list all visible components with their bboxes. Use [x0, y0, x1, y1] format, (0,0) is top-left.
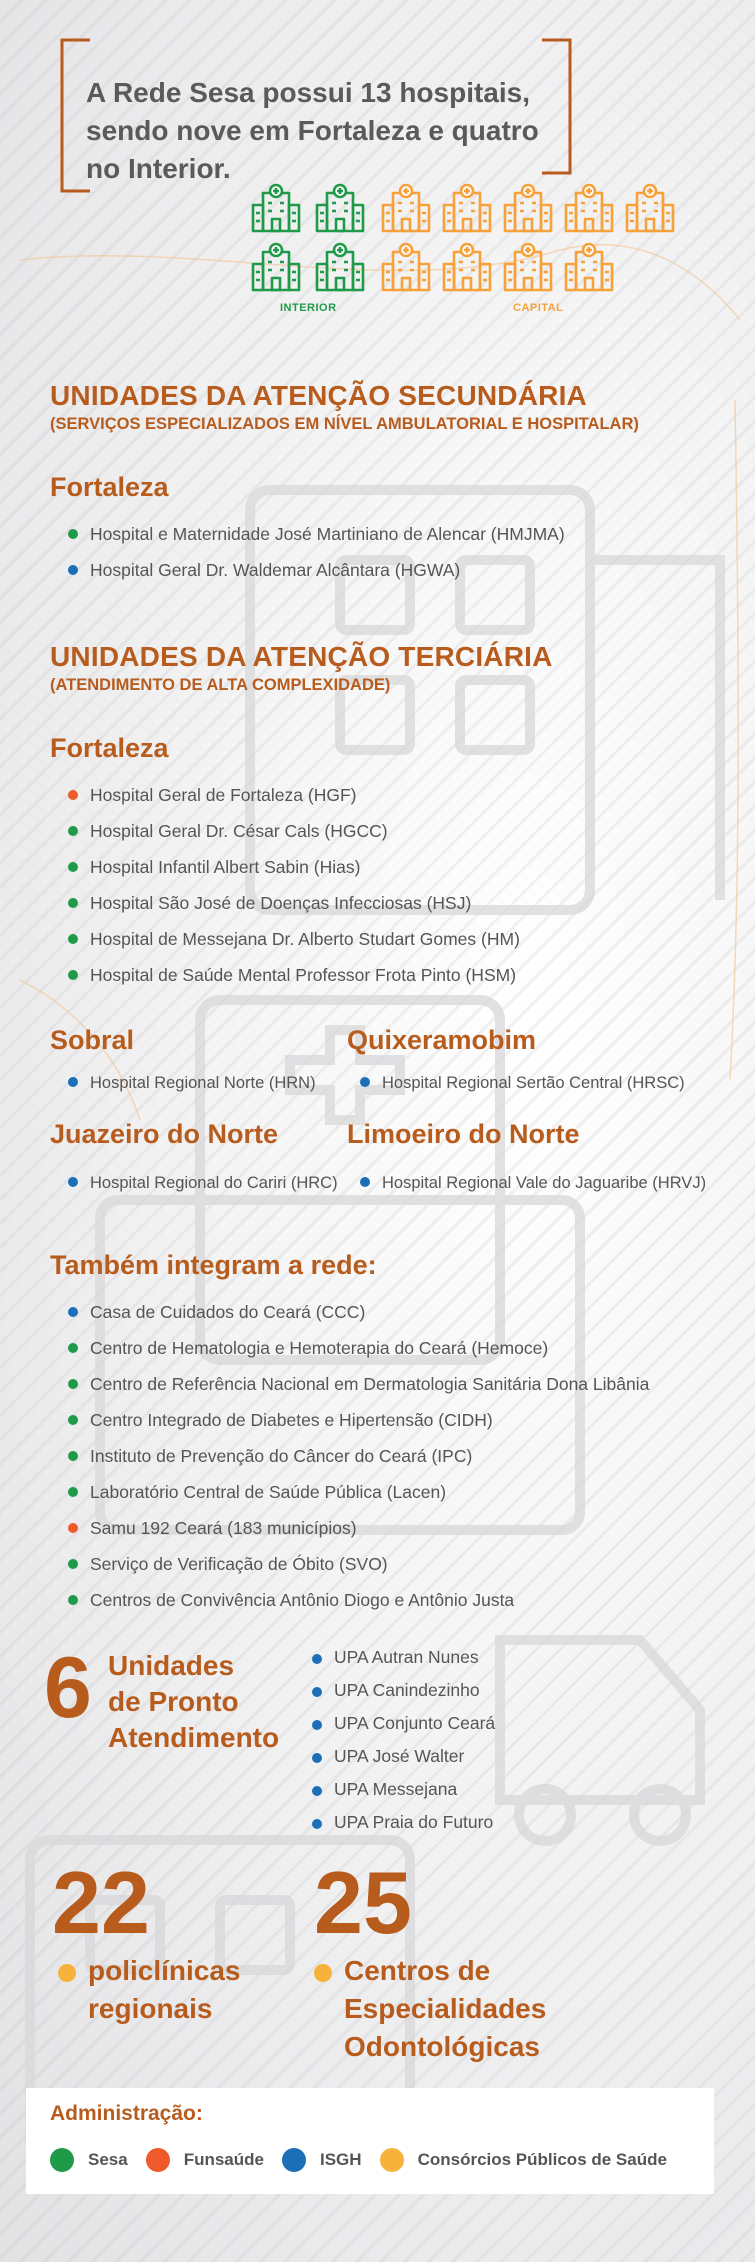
list-item-label: Hospital Geral Dr. César Cals (HGCC): [90, 821, 388, 841]
region-city-limoeiro: Limoeiro do Norte: [347, 1119, 580, 1149]
region-list-juazeiro: [68, 1164, 338, 1200]
hospital-icon: [250, 183, 302, 238]
admin-dot: [68, 1487, 78, 1497]
list-item-label: UPA Praia do Futuro: [334, 1812, 494, 1832]
region-city-quixeramobim: Quixeramobim: [347, 1025, 537, 1055]
list-item-label: Hospital Geral Dr. Waldemar Alcântara (HGWA): [90, 560, 461, 580]
list-item: [312, 1740, 495, 1773]
list-item: [68, 1438, 649, 1474]
ceo-label-line: Odontológicas: [344, 2031, 540, 2062]
interior-hospitals-row: [250, 183, 366, 238]
region-list-quixeramobim: [360, 1064, 685, 1100]
list-item-label: UPA Canindezinho: [334, 1680, 480, 1700]
policlinicas-label: [88, 1952, 241, 2028]
admin-dot: [360, 1177, 370, 1187]
upa-number: 6: [44, 1640, 92, 1736]
ceo-number: 25: [314, 1853, 412, 1952]
list-item: [68, 1294, 649, 1330]
capital-hospitals-row: [380, 183, 676, 238]
legend-box: [26, 2088, 714, 2194]
rede-list: [68, 1294, 649, 1618]
list-item: [312, 1641, 495, 1674]
list-item: [68, 885, 520, 921]
secundaria-title: UNIDADES DA ATENÇÃO SECUNDÁRIA: [50, 380, 587, 411]
terciaria-title: UNIDADES DA ATENÇÃO TERCIÁRIA: [50, 641, 553, 672]
admin-dot: [68, 862, 78, 872]
list-item-label: Hospital Regional Vale do Jaguaribe (HRVJ): [382, 1174, 707, 1192]
admin-dot: [68, 565, 78, 575]
legend-item: [282, 2148, 362, 2172]
list-item-label: UPA Conjunto Ceará: [334, 1713, 496, 1733]
terciaria-city: Fortaleza: [50, 733, 169, 763]
admin-dot: [68, 1343, 78, 1353]
region-city-sobral: Sobral: [50, 1025, 135, 1055]
list-item: [68, 516, 565, 552]
list-item: [360, 1164, 706, 1200]
list-item: [360, 1064, 685, 1100]
rede-title: Também integram a rede:: [50, 1250, 377, 1280]
admin-dot: [68, 790, 78, 800]
admin-dot: [68, 529, 78, 539]
list-item: [68, 921, 520, 957]
list-item-label: Hospital Regional Norte (HRN): [90, 1074, 316, 1092]
upa-label-line: de Pronto: [108, 1686, 239, 1717]
hospital-icon: [563, 183, 615, 238]
list-item-label: Hospital Regional do Cariri (HRC): [90, 1174, 338, 1192]
admin-dot: [68, 1559, 78, 1569]
list-item: [68, 1164, 338, 1200]
admin-dot: [312, 1687, 322, 1697]
list-item: [68, 849, 520, 885]
legend-dot: [50, 2148, 74, 2172]
list-item-label: UPA Autran Nunes: [334, 1647, 479, 1667]
region-city-juazeiro: Juazeiro do Norte: [50, 1119, 279, 1149]
legend-dot: [380, 2148, 404, 2172]
legend-item: [146, 2148, 264, 2172]
hospital-icon: [380, 183, 432, 238]
list-item: [68, 1582, 649, 1618]
admin-dot: [312, 1753, 322, 1763]
list-item-label: Serviço de Verificação de Óbito (SVO): [90, 1554, 388, 1574]
ceo-label-line: Centros de: [344, 1955, 491, 1986]
list-item-label: Hospital Infantil Albert Sabin (Hias): [90, 857, 361, 877]
list-item-label: Centro de Hematologia e Hemoterapia do Ceará (Hemoce): [90, 1338, 549, 1358]
list-item-label: Laboratório Central de Saúde Pública (Lacen): [90, 1482, 447, 1502]
hospital-icon: [441, 183, 493, 238]
secundaria-list: [68, 516, 565, 588]
list-item-label: Hospital Geral de Fortaleza (HGF): [90, 785, 357, 805]
list-item: [68, 777, 520, 813]
admin-dot: [68, 1595, 78, 1605]
capital-label: CAPITAL: [513, 302, 564, 314]
list-item-label: Hospital de Messejana Dr. Alberto Studart Gomes (HM): [90, 929, 520, 949]
admin-dot: [312, 1654, 322, 1664]
legend-title: Administração:: [50, 2102, 203, 2125]
list-item-label: Hospital São José de Doenças Infecciosas (HSJ): [90, 893, 472, 913]
legend-label: ISGH: [320, 2150, 362, 2169]
admin-dot: [68, 1451, 78, 1461]
admin-dot: [68, 826, 78, 836]
legend-item: [50, 2148, 128, 2172]
interior-hospitals-row: [250, 242, 366, 297]
list-item: [68, 813, 520, 849]
list-item: [68, 1546, 649, 1582]
admin-dot: [312, 1786, 322, 1796]
terciaria-list: [68, 777, 520, 993]
admin-dot: [68, 1523, 78, 1533]
terciaria-subtitle: (ATENDIMENTO DE ALTA COMPLEXIDADE): [50, 676, 391, 694]
interior-label: INTERIOR: [280, 302, 337, 314]
upa-label-line: Unidades: [108, 1650, 235, 1681]
list-item-label: UPA José Walter: [334, 1746, 465, 1766]
admin-dot: [68, 1379, 78, 1389]
legend-dot: [282, 2148, 306, 2172]
hospital-icon: [563, 242, 615, 297]
list-item-label: Centros de Convivência Antônio Diogo e Antônio Justa: [90, 1590, 515, 1610]
list-item: [68, 1330, 649, 1366]
secundaria-subtitle: (SERVIÇOS ESPECIALIZADOS EM NÍVEL AMBULATORIAL E HOSPITALAR): [50, 415, 639, 433]
policlinicas-number: 22: [52, 1853, 150, 1952]
list-item: [312, 1773, 495, 1806]
secundaria-city: Fortaleza: [50, 472, 169, 502]
admin-dot: [68, 1415, 78, 1425]
legend-item: [380, 2148, 667, 2172]
legend-dot: [146, 2148, 170, 2172]
hospital-icon: [624, 183, 676, 238]
legend-label: Consórcios Públicos de Saúde: [417, 2150, 667, 2169]
admin-dot: [68, 1077, 78, 1087]
admin-dot: [68, 970, 78, 980]
intro-headline: A Rede Sesa possui 13 hospitais, sendo nove em Fortaleza e quatro no Interior.: [86, 77, 539, 184]
region-list-sobral: [68, 1064, 316, 1100]
legend-items: [50, 2148, 685, 2172]
consorcios-dot: [58, 1964, 76, 1982]
list-item: [68, 1366, 649, 1402]
list-item: [68, 1510, 649, 1546]
upa-label-line: Atendimento: [108, 1722, 280, 1753]
hospital-icon: [380, 242, 432, 297]
legend-label: Sesa: [88, 2150, 128, 2169]
list-item-label: Instituto de Prevenção do Câncer do Ceará (IPC): [90, 1446, 473, 1466]
list-item-label: Casa de Cuidados do Ceará (CCC): [90, 1302, 366, 1322]
list-item: [312, 1707, 495, 1740]
list-item: [312, 1674, 495, 1707]
admin-dot: [68, 1177, 78, 1187]
admin-dot: [68, 898, 78, 908]
upa-label: [108, 1648, 279, 1756]
list-item: [68, 1402, 649, 1438]
admin-dot: [312, 1819, 322, 1829]
admin-dot: [68, 934, 78, 944]
consorcios-dot: [314, 1964, 332, 1982]
list-item-label: Samu 192 Ceará (183 municípios): [90, 1518, 357, 1538]
region-list-limoeiro: [360, 1164, 706, 1200]
upa-list: [312, 1641, 495, 1839]
list-item: [68, 1474, 649, 1510]
ceo-label: [344, 1952, 546, 2066]
list-item: [68, 1064, 316, 1100]
list-item-label: Hospital e Maternidade José Martiniano de Alencar (HMJMA): [90, 524, 565, 544]
list-item-label: Centro Integrado de Diabetes e Hipertensão (CIDH): [90, 1410, 493, 1430]
list-item-label: UPA Messejana: [334, 1779, 458, 1799]
policlinicas-label-line: regionais: [88, 1993, 213, 2024]
admin-dot: [68, 1307, 78, 1317]
hospital-icon: [314, 183, 366, 238]
admin-dot: [312, 1720, 322, 1730]
hospital-icon: [314, 242, 366, 297]
list-item-label: Hospital Regional Sertão Central (HRSC): [382, 1074, 685, 1092]
list-item-label: Hospital de Saúde Mental Professor Frota Pinto (HSM): [90, 965, 517, 985]
hospital-icon: [441, 242, 493, 297]
list-item: [312, 1806, 495, 1839]
hospital-icon: [250, 242, 302, 297]
ceo-label-line: Especialidades: [344, 1993, 547, 2024]
hospital-icon: [502, 242, 554, 297]
legend-label: Funsaúde: [183, 2150, 264, 2169]
admin-dot: [360, 1077, 370, 1087]
policlinicas-label-line: policlínicas: [88, 1955, 241, 1986]
list-item-label: Centro de Referência Nacional em Dermatologia Sanitária Dona Libânia: [90, 1374, 650, 1394]
list-item: [68, 552, 565, 588]
capital-hospitals-row: [380, 242, 615, 297]
hospital-icon: [502, 183, 554, 238]
list-item: [68, 957, 520, 993]
